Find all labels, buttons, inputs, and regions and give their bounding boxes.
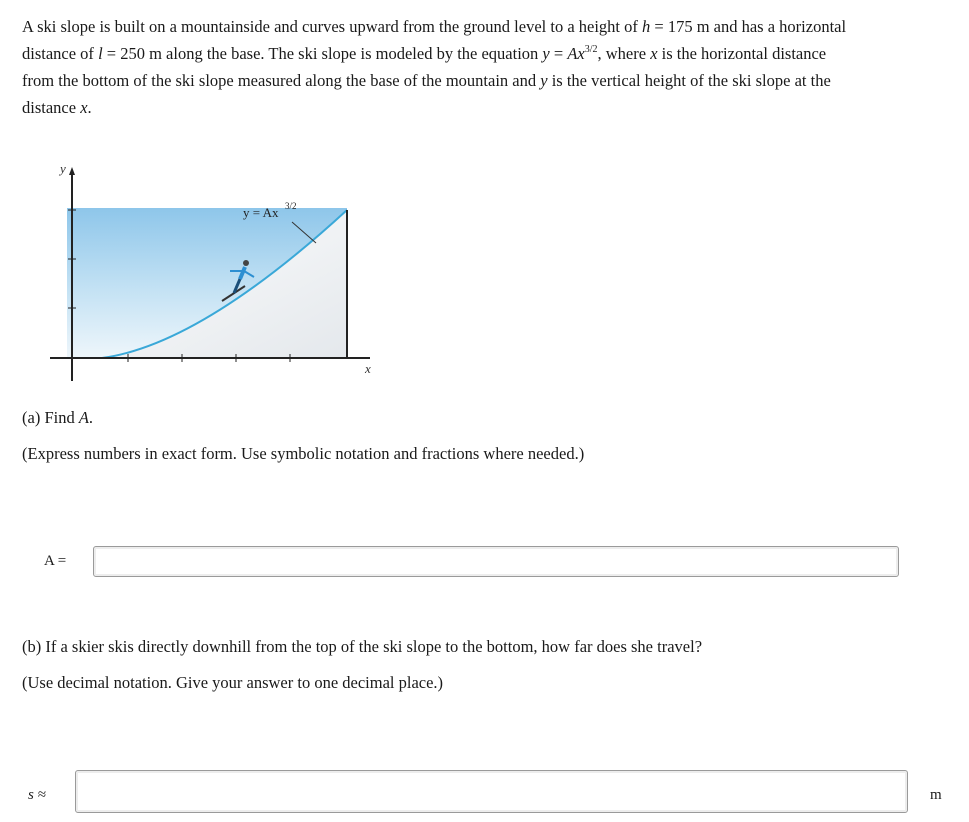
part-b-hint: (Use decimal notation. Give your answer to one decimal place.): [22, 673, 444, 692]
y-axis-arrow: [69, 167, 75, 175]
distance-value: = 250 m along the base. The ski slope is modeled by the equation: [102, 44, 543, 63]
part-b-question: (b) If a skier skis directly downhill from the top of the ski slope to the bottom, how far does she travel?: [22, 637, 703, 656]
problem-statement: [22, 13, 942, 121]
exponent: 3/2: [584, 44, 598, 55]
intro-text: , where: [597, 44, 651, 63]
part-b-unit: m: [930, 787, 942, 803]
part-a-question-text: (a) Find: [22, 408, 79, 427]
intro-text: distance: [22, 98, 81, 117]
var-y: y: [540, 71, 548, 90]
y-axis-label: y: [60, 161, 66, 176]
intro-text: .: [87, 98, 92, 117]
equals: =: [549, 44, 568, 63]
ski-slope-diagram: [40, 155, 390, 385]
ski-slope-figure: [40, 155, 390, 385]
curve-label-exponent: 3/2: [285, 201, 297, 211]
part-b-answer-input[interactable]: [75, 770, 908, 813]
intro-text: is the vertical height of the ski slope at the: [547, 71, 831, 90]
height-value: = 175 m and has a horizontal: [650, 17, 847, 36]
intro-text: is the horizontal distance: [657, 44, 827, 63]
var-y: y: [542, 44, 550, 63]
var-l: l: [98, 44, 103, 63]
x-axis-label: x: [365, 361, 371, 376]
curve-label: y = Ax: [243, 205, 279, 220]
var-Ax: Ax: [567, 44, 585, 63]
intro-text: from the bottom of the ski slope measured along the base of the mountain and: [22, 71, 541, 90]
var-x: x: [650, 44, 658, 63]
intro-text: A ski slope is built on a mountainside and curves upward from the ground level to a height of: [22, 17, 643, 36]
part-a-label: A =: [44, 553, 67, 569]
var-h: h: [642, 17, 651, 36]
part-b-label: s ≈: [28, 787, 46, 803]
var-A: A: [78, 408, 89, 427]
part-a-hint: (Express numbers in exact form. Use symbolic notation and fractions where needed.): [22, 444, 585, 463]
intro-text: distance of: [22, 44, 99, 63]
part-a-question: [22, 408, 93, 428]
var-x: x: [80, 98, 88, 117]
period: .: [88, 408, 94, 427]
part-a-answer-input[interactable]: [93, 546, 899, 577]
